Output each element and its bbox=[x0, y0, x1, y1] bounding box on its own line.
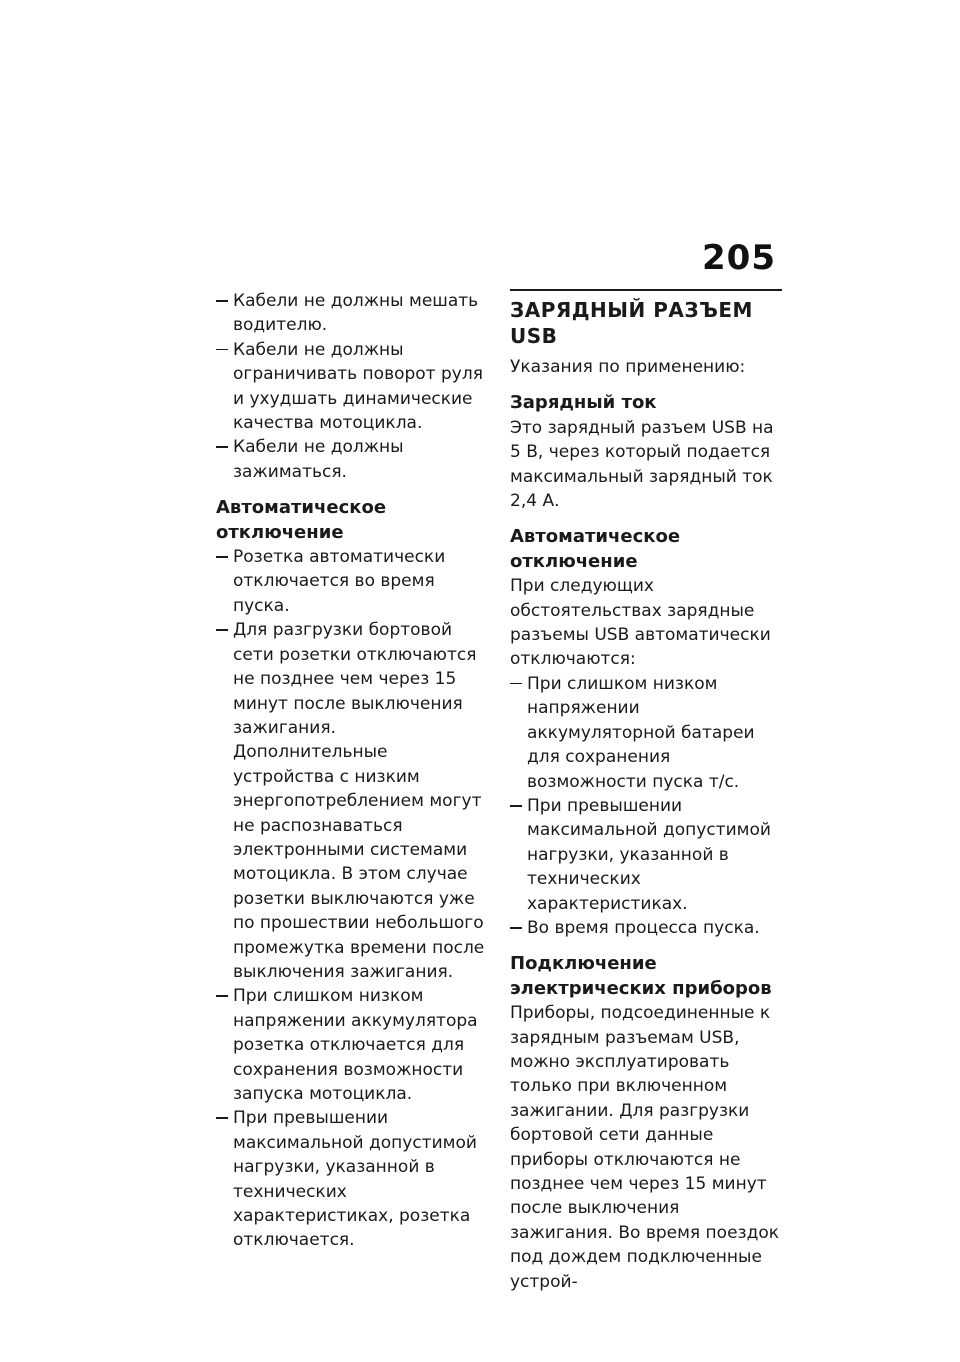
page-number: 205 bbox=[702, 238, 776, 278]
auto-off-list bbox=[216, 545, 492, 1253]
section-title: ЗАРЯДНЫЙ РАЗЪЕМ USB bbox=[510, 289, 782, 349]
list-item: Для разгрузки бортовой сети розетки отключаются не позднее чем через 15 минут после выключения зажигания. Дополнительные устройства с низким энергопотреблением могут не распознаваться электронными системами мотоцикла. В этом случае розетки выключаются уже по прошествии небольшого промежутка времени после выключения зажигания. bbox=[216, 618, 492, 984]
charge-current-text: Это зарядный разъем USB на 5 В, через который подается максимальный зарядный ток 2,4 А. bbox=[510, 417, 774, 512]
list-item: При слишком низком напряжении аккумулятора розетка отключается для сохранения возможности запуска мотоцикла. bbox=[216, 984, 492, 1106]
list-item: Во время процесса пуска. bbox=[510, 916, 782, 940]
left-column bbox=[216, 289, 492, 1253]
usage-note: Указания по применению: bbox=[510, 357, 746, 377]
usb-auto-off-intro: При следующих обстоятельствах зарядные разъемы USB автоматически отключаются: bbox=[510, 576, 771, 670]
list-item: При слишком низком напряжении аккумуляторной батареи для сохранения возможности пуска т/с. bbox=[510, 672, 782, 794]
list-item: Розетка автоматически отключается во время пуска. bbox=[216, 545, 492, 618]
charge-current-heading: Зарядный ток bbox=[510, 392, 657, 414]
connect-devices-text: Приборы, подсоединенные к зарядным разъемам USB, можно эксплуатировать только при включенном зажигании. Для разгрузки бортовой сети данные приборы отключаются не позднее чем через 15 минут после выключения зажигания. Во время поездок под дождем подключенные устрой- bbox=[510, 1003, 779, 1292]
connect-devices-heading: Подключение электрических приборов bbox=[510, 953, 772, 999]
usb-auto-off-list bbox=[510, 672, 782, 940]
list-item: Кабели не должны зажиматься. bbox=[216, 435, 492, 484]
right-column bbox=[510, 289, 782, 1294]
list-item: При превышении максимальной допустимой нагрузки, указанной в технических характеристиках, розетка отключается. bbox=[216, 1106, 492, 1252]
list-item: Кабели не должны ограничивать поворот руля и ухудшать динамические качества мотоцикла. bbox=[216, 338, 492, 436]
list-item: При превышении максимальной допустимой нагрузки, указанной в технических характеристиках. bbox=[510, 794, 782, 916]
usb-auto-off-heading: Автоматическое отключение bbox=[510, 526, 681, 572]
auto-off-heading: Автоматическое отключение bbox=[216, 497, 387, 543]
cable-requirements-list bbox=[216, 289, 492, 484]
list-item: Кабели не должны мешать водителю. bbox=[216, 289, 492, 338]
